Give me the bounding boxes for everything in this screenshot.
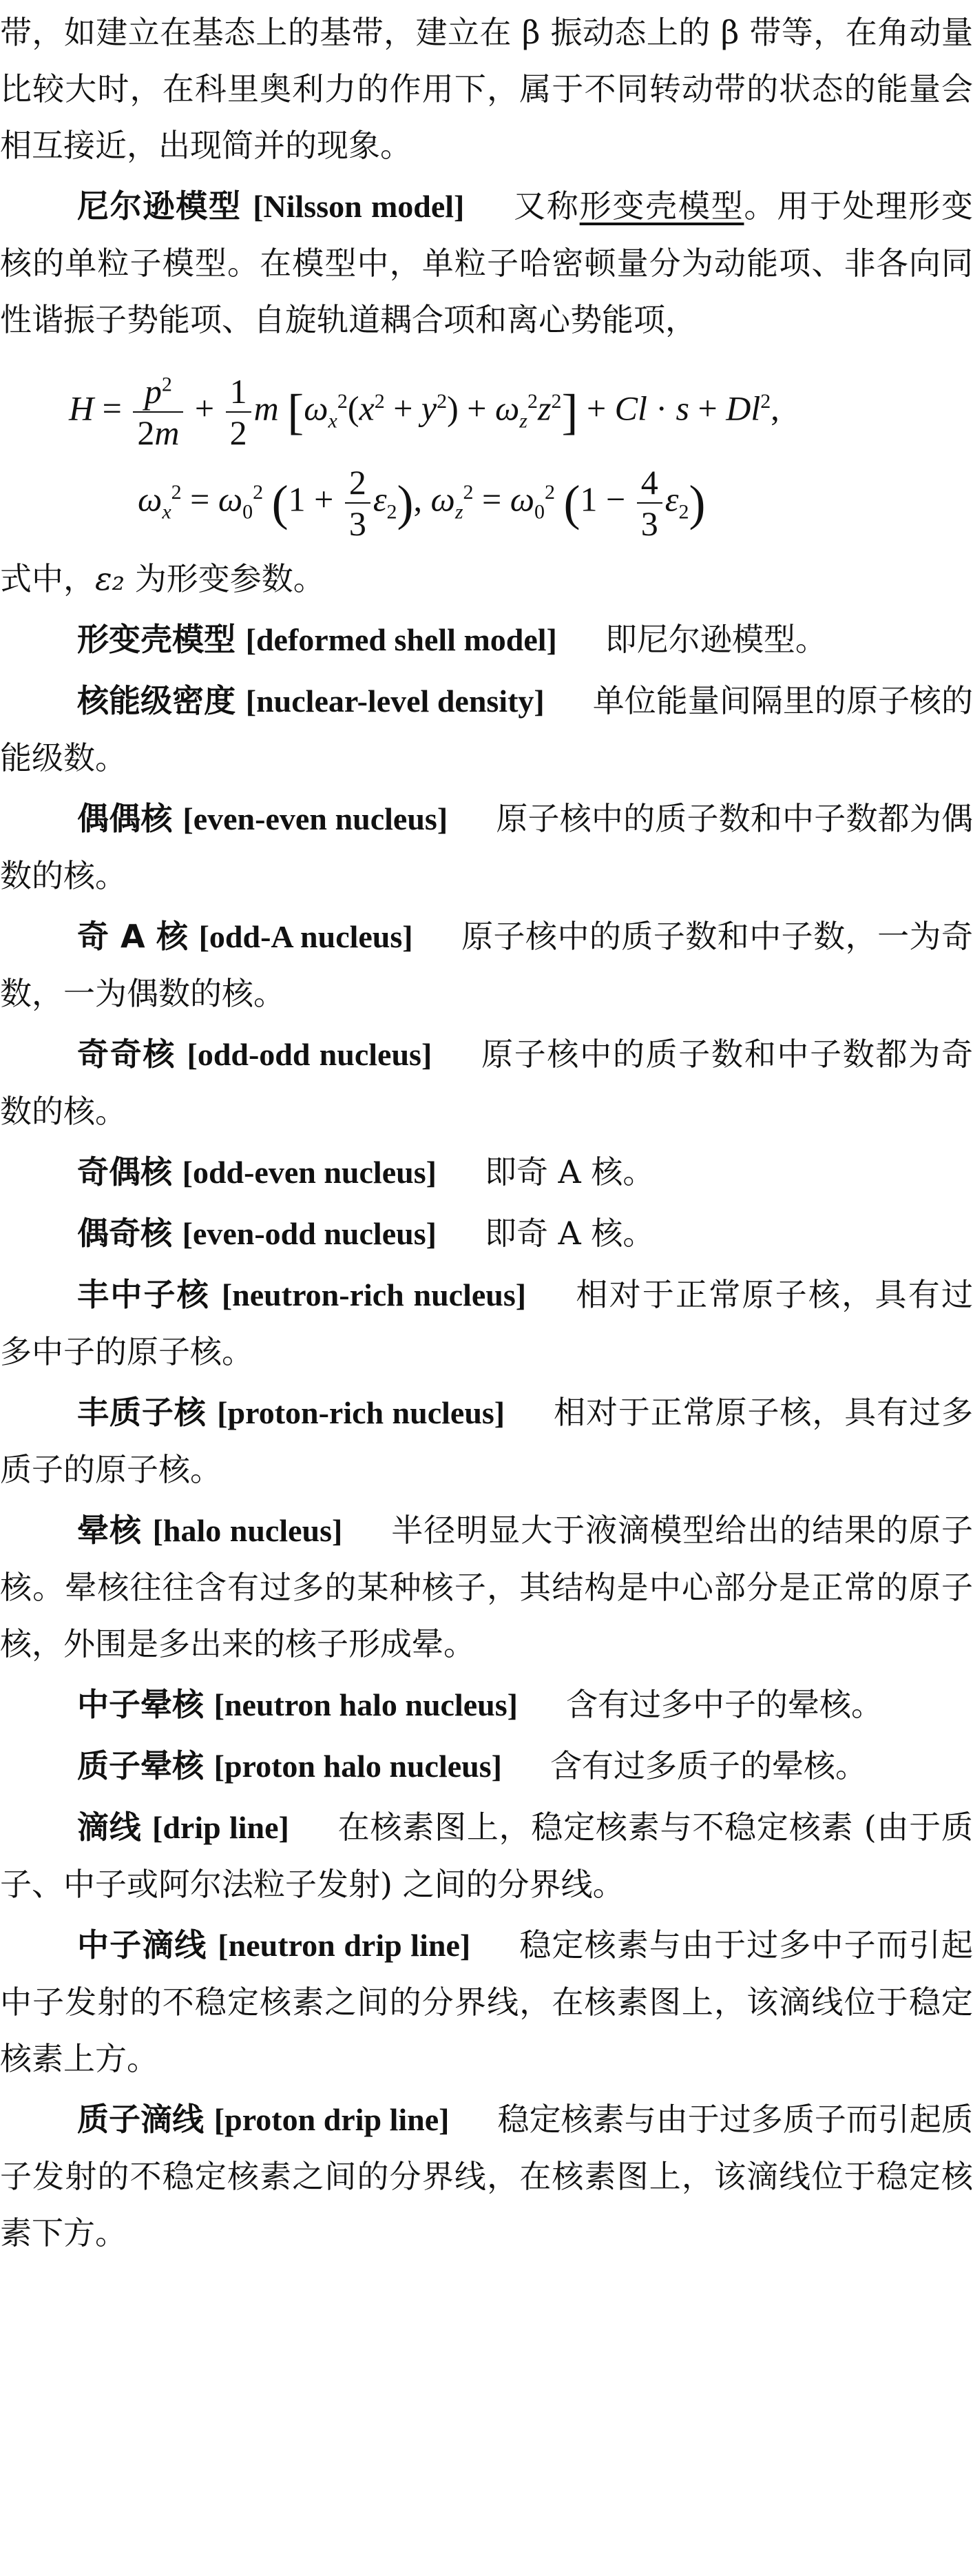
english-term: [deformed shell model] — [245, 622, 557, 657]
formula-explanation: 式中，ε₂ 为形变参数。 — [0, 560, 325, 597]
headword: 核能级密度 — [77, 682, 236, 719]
cross-reference-link[interactable]: 形变壳模型 — [579, 187, 744, 225]
dictionary-entry — [0, 790, 973, 904]
definition: 含有过多质子的晕核。 — [550, 1747, 867, 1784]
dictionary-entry — [0, 1205, 973, 1262]
english-term: [neutron halo nucleus] — [213, 1687, 518, 1722]
english-term: [proton halo nucleus] — [213, 1749, 502, 1784]
english-term: [even-odd nucleus] — [182, 1216, 437, 1251]
english-term: [nuclear-level density] — [245, 683, 545, 719]
definition: 即奇 A 核。 — [484, 1153, 655, 1191]
dictionary-entry — [0, 1502, 973, 1672]
hamiltonian-formula: H = $\frac{p^2}{2m}$ + $\frac{1}{2}$ m $[\omega_x^2(x^2 + y^2) + \omega_z^2z^2] + Cl \cdot s + Dl^2$, — [69, 372, 780, 452]
headword: 丰质子核 — [77, 1394, 207, 1431]
definition: 在核素图上，稳定核素与不稳定核素 (由于质子、中子或阿尔法粒子发射) 之间的分界线。 — [0, 1809, 973, 1903]
headword: 中子晕核 — [77, 1686, 204, 1723]
headword: 偶奇核 — [77, 1215, 172, 1252]
dictionary-entry — [0, 2091, 973, 2261]
definition: 单位能量间隔里的原子核的能级数。 — [0, 682, 973, 776]
english-term: [even-even nucleus] — [182, 801, 448, 836]
definition: 即奇 A 核。 — [484, 1215, 655, 1252]
english-term: [neutron drip line] — [218, 1928, 471, 1963]
headword: 奇奇核 — [77, 1035, 176, 1073]
headword: 丰中子核 — [77, 1276, 210, 1313]
english-term: [proton-rich nucleus] — [217, 1395, 505, 1430]
dictionary-entry — [0, 1384, 973, 1498]
definition: 原子核中的质子数和中子数，一为奇数，一为偶数的核。 — [0, 918, 973, 1012]
english-term: [odd-A nucleus] — [198, 919, 413, 954]
english-term: [odd-odd nucleus] — [187, 1037, 432, 1072]
definition: 相对于正常原子核，具有过多质子的原子核。 — [0, 1394, 973, 1488]
epsilon-symbol: ε₂ — [95, 560, 125, 597]
definition: 相对于正常原子核，具有过多中子的原子核。 — [0, 1276, 973, 1370]
dictionary-entry — [0, 1738, 973, 1795]
headword: 质子滴线 — [77, 2101, 205, 2138]
headword: 质子晕核 — [77, 1747, 204, 1784]
frequency-formula: $\omega_x^2 = \omega_0^2$ (1 + $\frac{2}{3}$ $\varepsilon_2$), $\omega_z^2 = \omega_0^2$ (1 − $\frac{4}{3}$ $\varepsilon_2$) — [138, 463, 706, 543]
definition: 原子核中的质子数和中子数都为偶数的核。 — [0, 800, 973, 894]
english-term: [odd-even nucleus] — [182, 1155, 437, 1190]
dictionary-entry — [0, 1266, 973, 1380]
headword: 奇 A 核 — [77, 918, 189, 955]
definition: 即尼尔逊模型。 — [605, 621, 827, 658]
dictionary-entry — [0, 1026, 973, 1140]
headword: 中子滴线 — [77, 1926, 207, 1964]
definition: 原子核中的质子数和中子数都为奇数的核。 — [0, 1035, 973, 1130]
definition: 含有过多中子的晕核。 — [565, 1686, 883, 1723]
definition: 稳定核素与由于过多质子而引起质子发射的不稳定核素之间的分界线，在核素图上，该滴线位于稳定核素下方。 — [0, 2101, 973, 2252]
headword: 形变壳模型 — [77, 621, 236, 658]
dictionary-entry — [0, 1144, 973, 1201]
dictionary-entry — [0, 908, 973, 1022]
dictionary-entry — [0, 611, 973, 668]
definition-part: 。用于处理形变核的单粒子模型。在模型中，单粒子哈密顿量分为动能项、非各向同性谐振子势能项、自旋轨道耦合项和离心势能项， — [0, 187, 973, 338]
dictionary-entry — [0, 1676, 973, 1733]
definition: 半径明显大于液滴模型给出的结果的原子核。晕核往往含有过多的某种核子，其结构是中心部分是正常的原子核，外围是多出来的核子形成晕。 — [0, 1512, 973, 1662]
intro-paragraph: 带，如建立在基态上的基带，建立在 β 振动态上的 β 带等，在角动量比较大时，在科里奥利力的作用下，属于不同转动带的状态的能量会相互接近，出现简并的现象。 — [0, 14, 973, 164]
dictionary-entry — [0, 1917, 973, 2087]
dictionary-entry — [0, 672, 973, 786]
english-term: [halo nucleus] — [152, 1513, 343, 1548]
english-term: [proton drip line] — [213, 2102, 450, 2137]
definition-part: 又称 — [512, 187, 580, 225]
entry-nilsson-model — [0, 178, 973, 348]
headword: 奇偶核 — [77, 1153, 172, 1191]
entry-list — [0, 611, 973, 2261]
headword: 尼尔逊模型 — [77, 187, 242, 225]
definition: 稳定核素与由于过多中子而引起中子发射的不稳定核素之间的分界线，在核素图上，该滴线位于稳定核素上方。 — [0, 1926, 973, 2077]
headword: 偶偶核 — [77, 800, 173, 837]
english-term: [drip line] — [152, 1810, 289, 1845]
dictionary-entry — [0, 1799, 973, 1913]
headword: 晕核 — [77, 1512, 142, 1549]
english-term: [Nilsson model] — [253, 189, 465, 224]
headword: 滴线 — [77, 1809, 142, 1846]
english-term: [neutron-rich nucleus] — [221, 1277, 527, 1312]
